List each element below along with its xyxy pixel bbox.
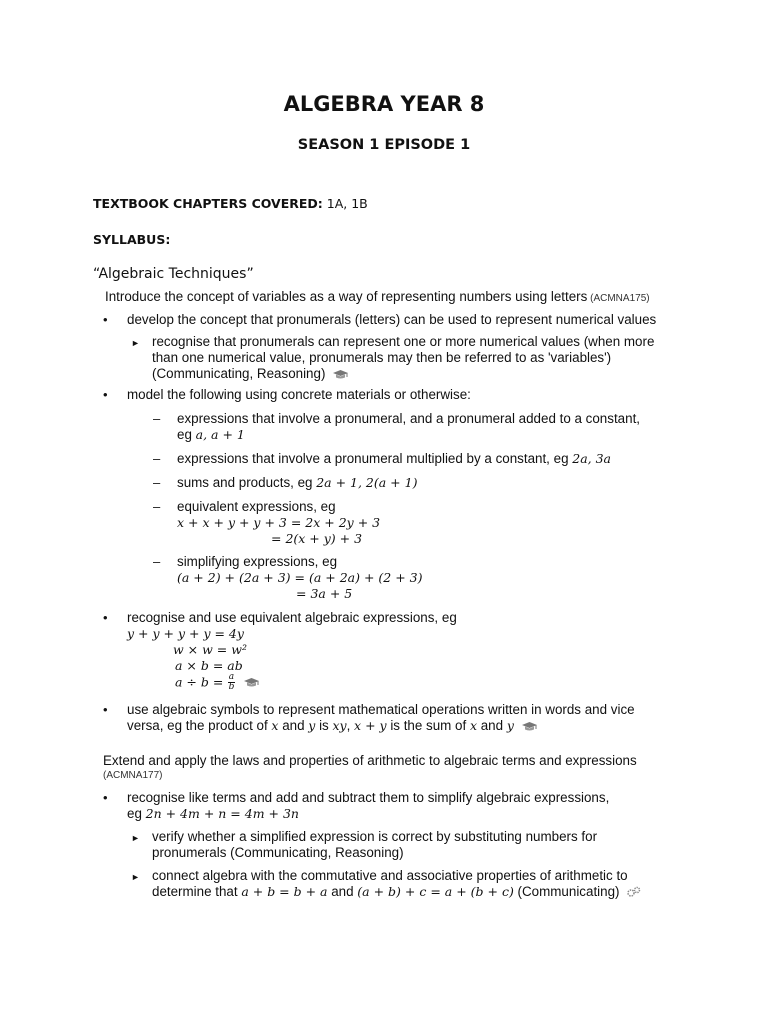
dash-glyph: –	[153, 499, 161, 514]
syllabus-label: SYLLABUS:	[93, 232, 171, 247]
outcome-2-code: (ACMNA177)	[103, 770, 163, 781]
sub-1-line-2: than one numerical value, pronumerals may then be referred to as 'variables')	[152, 350, 612, 365]
section-title: “Algebraic Techniques”	[93, 266, 254, 282]
dash-glyph: –	[153, 411, 161, 426]
dash-5-text: simplifying expressions, eg	[177, 554, 338, 569]
triangle-glyph: ►	[131, 833, 140, 843]
sub-1-line-1: recognise that pronumerals can represent one or more numerical values (when more	[152, 334, 655, 349]
dash-4-text: equivalent expressions, eg	[177, 499, 336, 514]
bullet-5-line-2: eg 2n + 4m + n = 4m + 3n	[127, 806, 299, 821]
dash-4-math-1: x + x + y + y + 3 = 2x + 2y + 3	[177, 515, 381, 530]
dash-glyph: –	[153, 554, 161, 569]
chapters-line	[93, 196, 368, 211]
graduation-cap-icon	[521, 721, 538, 732]
dash-5-math-1: (a + 2) + (2a + 3) = (a + 2a) + (2 + 3)	[177, 570, 423, 585]
sub-5-1-line-1: verify whether a simplified expression is correct by substituting numbers for	[152, 829, 598, 844]
graduation-cap-icon	[243, 677, 260, 688]
dash-glyph: –	[153, 475, 161, 490]
dash-5-math-2: = 3a + 5	[296, 586, 353, 601]
dash-glyph: –	[153, 451, 161, 466]
sub-5-1-line-2: pronumerals (Communicating, Reasoning)	[152, 845, 404, 860]
bullet-4-line-2: versa, eg the product of x and y is xy, x + y is the sum of x and y	[127, 718, 538, 734]
bullet-3-text: recognise and use equivalent algebraic expressions, eg	[127, 610, 457, 625]
sub-1-line-3: (Communicating, Reasoning)	[152, 366, 349, 382]
bullet-glyph: •	[103, 790, 108, 805]
dash-3: sums and products, eg 2a + 1, 2(a + 1)	[177, 475, 418, 490]
gears-icon	[626, 886, 642, 898]
chapters-value: 1A, 1B	[322, 196, 368, 211]
bullet-4-line-1: use algebraic symbols to represent mathematical operations written in words and vice	[127, 702, 635, 717]
sub-5-2-line-2: determine that a + b = b + a and (a + b) + c = a + (b + c) (Communicating)	[152, 884, 642, 900]
bullet-3-math-2: w × w = w²	[173, 642, 247, 657]
bullet-glyph: •	[103, 702, 108, 717]
bullet-glyph: •	[103, 312, 108, 327]
bullet-3-math-3: a × b = ab	[175, 658, 243, 673]
page-subtitle: SEASON 1 EPISODE 1	[297, 137, 471, 153]
bullet-3-math-1: y + y + y + y = 4y	[127, 626, 244, 641]
chapters-label: TEXTBOOK CHAPTERS COVERED:	[93, 196, 323, 211]
bullet-5-line-1: recognise like terms and add and subtract them to simplify algebraic expressions,	[127, 790, 610, 805]
bullet-glyph: •	[103, 610, 108, 625]
dash-1-line-1: expressions that involve a pronumeral, and a pronumeral added to a constant,	[177, 411, 641, 426]
outcome-1: Introduce the concept of variables as a way of representing numbers using letters (ACMNA175)	[105, 289, 650, 304]
bullet-3-math-4: a ÷ b = $\frac{a}{b}$	[175, 673, 260, 692]
dash-4-math-2: = 2(x + y) + 3	[271, 531, 363, 546]
page-title: ALGEBRA YEAR 8	[283, 92, 485, 116]
graduation-cap-icon	[332, 369, 349, 380]
fraction: $\frac{a}{b}$	[228, 672, 235, 692]
sub-5-2-line-1: connect algebra with the commutative and associative properties of arithmetic to	[152, 868, 628, 883]
bullet-2-text: model the following using concrete materials or otherwise:	[127, 387, 471, 402]
triangle-glyph: ►	[131, 872, 140, 882]
triangle-glyph: ►	[131, 338, 140, 348]
bullet-1-text: develop the concept that pronumerals (letters) can be used to represent numerical values	[127, 312, 657, 327]
outcome-1-code: (ACMNA175)	[587, 293, 650, 304]
outcome-2: Extend and apply the laws and properties of arithmetic to algebraic terms and expressions	[103, 753, 637, 768]
dash-2: expressions that involve a pronumeral multiplied by a constant, eg 2a, 3a	[177, 451, 612, 466]
dash-1-line-2: eg a, a + 1	[177, 427, 245, 442]
bullet-glyph: •	[103, 387, 108, 402]
